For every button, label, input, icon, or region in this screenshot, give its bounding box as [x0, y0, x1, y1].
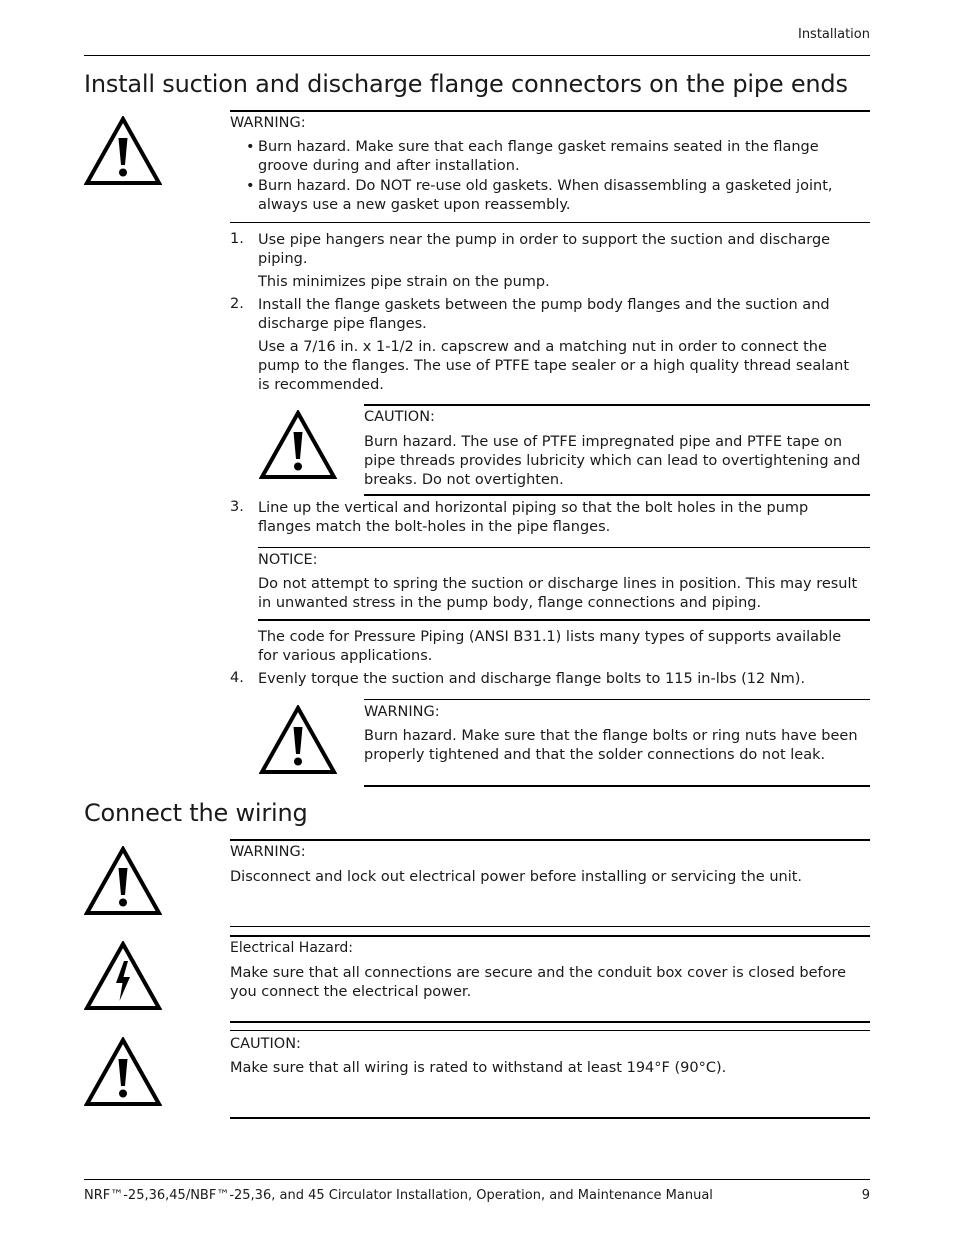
wiring-caution-bottom-rule: [230, 1117, 870, 1119]
electrical-text: Make sure that all connections are secure and the conduit box cover is closed before you connect the electrical power.: [230, 965, 847, 1000]
warning2-top-rule: [364, 699, 870, 700]
notice-bottom-rule: [258, 619, 870, 621]
electrical-bottom-rule: [230, 1021, 870, 1023]
electrical-hazard-icon: [84, 941, 162, 1011]
warning-triangle-icon: [259, 410, 337, 480]
step-number: 1.: [230, 231, 244, 247]
step-note: This minimizes pipe strain on the pump.: [258, 274, 550, 290]
warning-top-rule: [230, 110, 870, 112]
warning2-text: Burn hazard. Make sure that the flange bolts or ring nuts have been properly tightened and that the solder connections do not leak.: [364, 728, 858, 763]
wiring-warning-top-rule: [230, 839, 870, 841]
wiring-warning-label: WARNING:: [230, 844, 306, 860]
warning2-bottom-rule: [364, 785, 870, 787]
section-title-wiring: Connect the wiring: [84, 799, 308, 827]
warning-label: WARNING:: [230, 115, 306, 131]
warning-bullet: • Burn hazard. Do NOT re-use old gaskets. When disassembling a gasketed joint, always use a new gasket upon reassembly.: [230, 177, 860, 215]
wiring-warning-bottom-rule: [230, 926, 870, 927]
step-text: Evenly torque the suction and discharge flange bolts to 115 in-lbs (12 Nm).: [258, 671, 806, 687]
caution-text: Burn hazard. The use of PTFE impregnated pipe and PTFE tape on pipe threads provides lubricity which can lead to overtightening and breaks. Do not overtighten.: [364, 434, 861, 488]
warning2-label: WARNING:: [364, 704, 440, 720]
warning-triangle-icon: [84, 1037, 162, 1107]
wiring-caution-top-rule: [230, 1030, 870, 1031]
section-title-flange: Install suction and discharge flange connectors on the pipe ends: [84, 70, 848, 98]
notice-top-rule: [258, 547, 870, 548]
step-note: The code for Pressure Piping (ANSI B31.1) lists many types of supports available for various applications.: [258, 629, 842, 664]
warning-triangle-icon: [84, 846, 162, 916]
notice-label: NOTICE:: [258, 552, 318, 568]
footer-rule: [84, 1179, 870, 1180]
warning-bottom-rule: [230, 222, 870, 223]
header-rule: [84, 55, 870, 56]
step-number: 3.: [230, 499, 244, 515]
page-number: 9: [861, 1188, 870, 1203]
caution-top-rule: [364, 404, 870, 406]
electrical-label: Electrical Hazard:: [230, 940, 353, 956]
step-number: 2.: [230, 296, 244, 312]
wiring-caution-label: CAUTION:: [230, 1036, 301, 1052]
warning-triangle-icon: [84, 116, 162, 186]
warning-bullet-list: [230, 138, 860, 215]
wiring-warning-text: Disconnect and lock out electrical power before installing or servicing the unit.: [230, 869, 803, 885]
caution-bottom-rule: [364, 494, 870, 496]
running-header: Installation: [797, 27, 870, 42]
step-number: 4.: [230, 670, 244, 686]
step-text: Install the flange gaskets between the pump body flanges and the suction and discharge pipe flanges.: [258, 297, 830, 332]
step-note: Use a 7/16 in. x 1-1/2 in. capscrew and a matching nut in order to connect the pump to the flanges. The use of PTFE tape sealer or a high quality thread sealant is recommended.: [258, 339, 850, 393]
footer-manual-title: NRF™-25,36,45/NBF™-25,36, and 45 Circulator Installation, Operation, and Maintenance Manual: [84, 1188, 713, 1203]
electrical-top-rule: [230, 935, 870, 937]
caution-label: CAUTION:: [364, 409, 435, 425]
warning-triangle-icon: [259, 705, 337, 775]
notice-text: Do not attempt to spring the suction or discharge lines in position. This may result in unwanted stress in the pump body, flange connections and piping.: [258, 576, 858, 611]
wiring-caution-text: Make sure that all wiring is rated to withstand at least 194°F (90°C).: [230, 1060, 727, 1076]
step-text: Line up the vertical and horizontal piping so that the bolt holes in the pump flanges match the bolt-holes in the pipe flanges.: [258, 500, 809, 535]
step-text: Use pipe hangers near the pump in order to support the suction and discharge piping.: [258, 232, 831, 267]
warning-bullet: • Burn hazard. Make sure that each flange gasket remains seated in the flange groove during and after installation.: [230, 138, 860, 176]
